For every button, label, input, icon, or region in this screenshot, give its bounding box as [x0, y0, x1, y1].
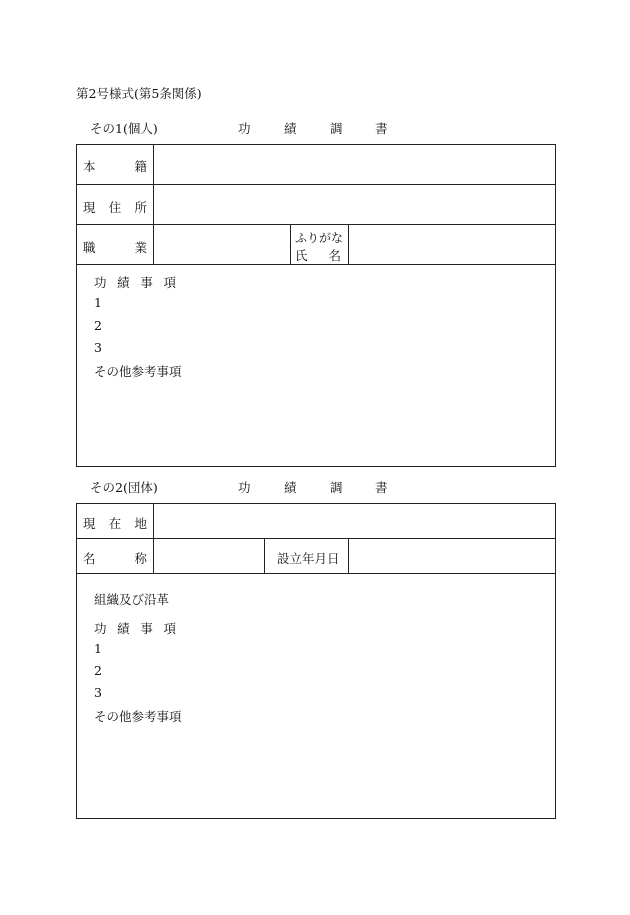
org-name-field[interactable] — [154, 539, 264, 573]
merit-heading-char-2: 績 — [117, 275, 130, 290]
section1-subtitle: その1(個人) — [90, 121, 158, 136]
section1-merit-heading — [94, 273, 176, 291]
section1-title-char-1: 功 — [238, 121, 251, 136]
section2-item-3: 3 — [94, 685, 102, 700]
label-location-char-1: 現 — [83, 516, 96, 531]
label-honseki-char-2: 籍 — [134, 159, 147, 174]
label-address-char-3: 所 — [134, 200, 147, 215]
form-number: 第2号様式(第5条関係) — [76, 86, 202, 101]
section2-title-char-1: 功 — [238, 480, 251, 495]
section2-title-char-2: 績 — [284, 480, 297, 495]
occupation-field[interactable] — [154, 225, 290, 264]
label-honseki — [83, 157, 147, 175]
section2-other: その他参考事項 — [94, 709, 182, 724]
label-name — [295, 246, 341, 264]
label-address — [83, 198, 147, 216]
section1-title-char-4: 書 — [375, 121, 388, 136]
label-org-name-char-1: 名 — [83, 551, 96, 566]
merit-heading-char-2: 績 — [117, 621, 130, 636]
section2-merit-heading — [94, 619, 176, 637]
label-location-char-2: 在 — [108, 516, 122, 531]
section1-title-char-2: 績 — [284, 121, 297, 136]
section1-title-char-3: 調 — [330, 121, 343, 136]
honseki-field[interactable] — [154, 145, 555, 184]
section2-item-2: 2 — [94, 663, 102, 678]
label-location — [83, 514, 147, 532]
merit-heading-char-4: 項 — [163, 275, 176, 290]
founded-field[interactable] — [349, 539, 555, 573]
section1-item-2: 2 — [94, 318, 102, 333]
label-furigana: ふりがな — [295, 231, 344, 245]
section2-history: 組織及び沿革 — [94, 592, 170, 607]
label-occupation — [83, 238, 147, 256]
label-honseki-char-1: 本 — [83, 159, 96, 174]
section2-title-char-4: 書 — [375, 480, 388, 495]
label-founded: 設立年月日 — [277, 551, 340, 566]
merit-heading-char-4: 項 — [163, 621, 176, 636]
merit-heading-char-3: 事 — [140, 275, 153, 290]
merit-heading-char-1: 功 — [94, 621, 107, 636]
label-occupation-char-2: 業 — [134, 240, 147, 255]
section2-merit-field[interactable] — [77, 574, 555, 818]
label-org-name — [83, 549, 147, 567]
location-field[interactable] — [154, 504, 555, 538]
label-name-char-2: 名 — [328, 248, 341, 263]
label-address-char-1: 現 — [83, 200, 96, 215]
label-name-char-1: 氏 — [295, 248, 308, 263]
name-field[interactable] — [349, 225, 555, 264]
section2-item-1: 1 — [94, 641, 102, 656]
label-address-char-2: 住 — [108, 200, 122, 215]
section1-item-1: 1 — [94, 295, 102, 310]
section1-item-3: 3 — [94, 340, 102, 355]
section2-title-char-3: 調 — [330, 480, 343, 495]
merit-heading-char-3: 事 — [140, 621, 153, 636]
section2-subtitle: その2(団体) — [90, 480, 158, 495]
label-occupation-char-1: 職 — [83, 240, 96, 255]
section1-other: その他参考事項 — [94, 364, 182, 379]
merit-heading-char-1: 功 — [94, 275, 107, 290]
label-org-name-char-2: 称 — [134, 551, 147, 566]
label-location-char-3: 地 — [134, 516, 147, 531]
address-field[interactable] — [154, 185, 555, 224]
